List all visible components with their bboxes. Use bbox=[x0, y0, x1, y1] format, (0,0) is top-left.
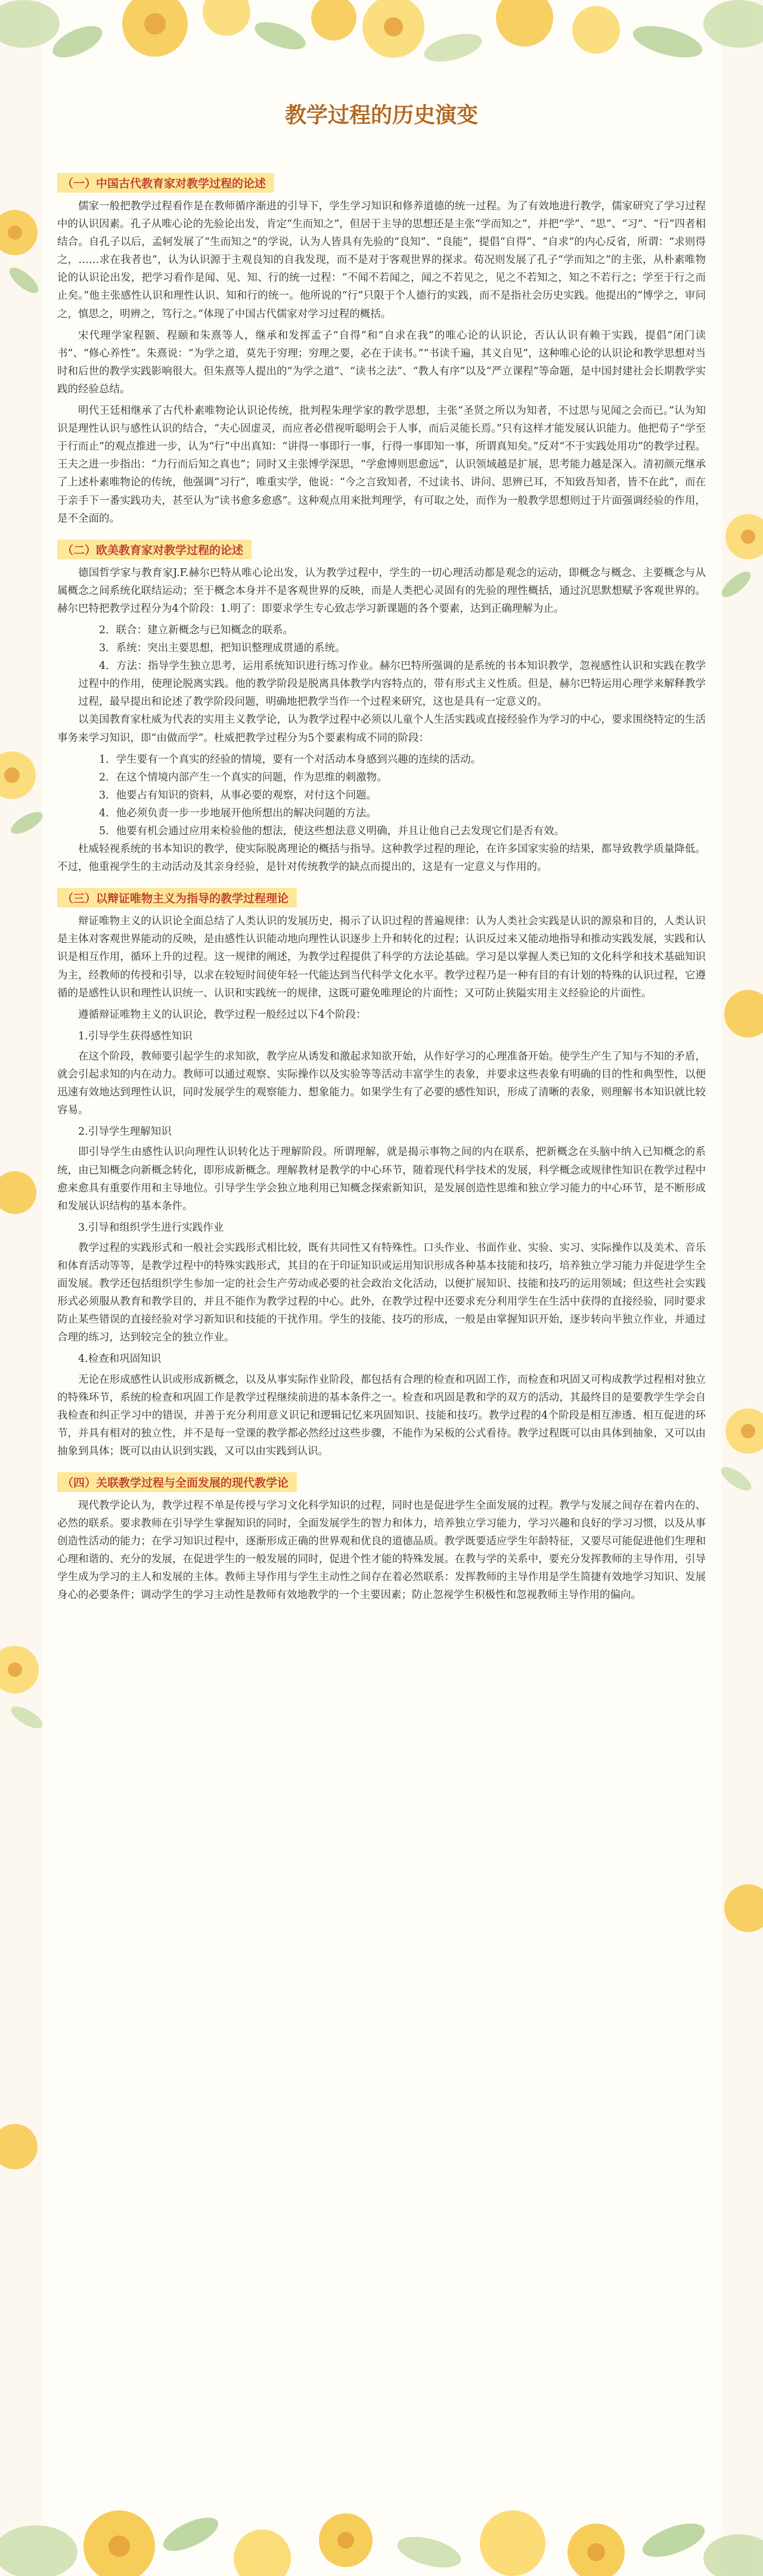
list-item: 1．学生要有一个真实的经验的情境，要有一个对活动本身感到兴趣的连续的活动。 bbox=[99, 753, 482, 766]
subsection-title: 3.引导和组织学生进行实践作业 bbox=[78, 1221, 224, 1234]
bottom-floral-decoration bbox=[0, 2475, 763, 2576]
list-item: 5．他要有机会通过应用来检验他的想法，使这些想法意义明确，并且让他自己去发现它们是否有效。 bbox=[99, 825, 565, 837]
list-item: 2．在这个情境内部产生一个真实的问题，作为思维的刺激物。 bbox=[99, 771, 387, 784]
paragraph: 儒家一般把教学过程看作是在教师循序渐进的引导下，学生学习知识和修养道德的统一过程。为了有效地进行教学，儒家研究了学习过程中的认识因素。孔子从唯心论的先验论出发，肯定“生而知之”，但居于主导的思想还是主张“学而知之”，并把“学”、“思”、“习”、“行”四者相结合。自孔子以后，孟轲发展了“生而知之”的学说，认为人皆具有先验的“良知”、“良能”，提倡“自得”、“自求”的内心反省，所谓：“求则得之，……求在我者也”，认为认识源于主观良知的自我发现，而不是对于客观世界的探求。荀况则发展了孔子“学而知之”的主张，从朴素唯物论的认识论出发，把学习看作是闻、见、知、行的统一过程：“不闻不若闻之，闻之不若见之，见之不若知之，知之不若行之；学至于行之而止矣。”他主张感性认识和理性认识、知和行的统一。他所说的“行”只限于个人德行的实践，而不是指社会历史实践。他提出的“博学之，审问之，慎思之，明辨之，笃行之。”体现了中国古代儒家对学习过程的概括。 bbox=[57, 200, 706, 320]
list-item: 4．方法：指导学生独立思考，运用系统知识进行练习作业。赫尔巴特所强调的是系统的书本知识教学，忽视感性认识和实践在教学过程中的作用，使理论脱离实践。他的教学阶段是脱离具体教学内容特点的，带有形式主义性质。但是，赫尔巴特运用心理学来解释教学过程，最早提出和论述了教学阶段问题，明确地把教学当作一个过程来研究，这也是具有一定意义的。 bbox=[78, 660, 706, 708]
left-floral-decoration bbox=[0, 179, 48, 2445]
paragraph: 遵循辩证唯物主义的认识论，教学过程一般经过以下4个阶段： bbox=[78, 1008, 367, 1021]
list-item: 2．联合：建立新概念与已知概念的联系。 bbox=[99, 624, 294, 636]
paragraph: 教学过程的实践形式和一般社会实践形式相比较，既有共同性又有特殊性。口头作业、书面作业、实验、实习、实际操作以及美术、音乐和体育活动等等，是教学过程中的特殊实践形式，其目的在于印证知识或运用知识形成各种基本技能和技巧，培养独立学习能力并促进学生全面发展。教学还包括组织学生参加一定的社会生产劳动或必要的社会政治文化活动，以便扩展知识、技能和技巧的运用领域；但这些社会实践形式必须服从教育和教学目的，并且不能作为教学过程的中心。此外，在教学过程中还要求充分利用学生在生活中获得的直接经验，同时要求防止某些错误的直接经验对学习新知识和技能的干扰作用。学生的技能、技巧的形成，一般是由掌握知识开始，逐步转向半独立作业，并通过合理的练习，达到较完全的独立作业。 bbox=[57, 1241, 706, 1344]
section-heading-4: （四）关联教学过程与全面发展的现代教学论 bbox=[57, 1472, 297, 1492]
paragraph: 杜威轻视系统的书本知识的教学，使实际脱离理论的概括与指导。这种教学过程的理论，在许多国家实验的结果，都导致教学质量降低。不过，他重视学生的主动活动及其亲身经验，是针对传统教学的缺点而提出的，这是有一定意义与作用的。 bbox=[57, 843, 706, 874]
paragraph: 即引导学生由感性认识向理性认识转化达于理解阶段。所谓理解，就是揭示事物之间的内在联系，把新概念在头脑中纳入已知概念的系统，由已知概念向新概念转化，即形成新概念。理解教材是教学的中心环节，随着现代科学技术的发展，科学概念或规律性知识在教学过程中愈来愈具有重要作用和主导地位。引导学生学会独立地利用已知概念探索新知识，是发展创造性思维和独立学习能力的中心环节，是不断形成和发展认识结构的基本条件。 bbox=[57, 1146, 706, 1212]
article-content bbox=[57, 98, 706, 1608]
paragraph: 无论在形成感性认识或形成新概念，以及从事实际作业阶段，都包括有合理的检查和巩固工作，而检查和巩固又可构成教学过程相对独立的特殊环节，系统的检查和巩固工作是教学过程继续前进的基本条件之一。检查和巩固是教和学的双方的活动，其最终目的是要教学生学会自我检查和纠正学习中的错误，并善于充分利用意义识记和逻辑记忆来巩固知识、技能和技巧。教学过程的4个阶段是相互渗透、相互促进的环节，并具有相对的独立性，并不是每一堂课的教学都必然经过这些步骤，不能作为呆板的公式看待。教学过程既可以由具体到抽象，又可以由抽象到具体；既可以由认识到实践，又可以由实践到认识。 bbox=[57, 1373, 706, 1457]
section-heading-3: （三）以辩证唯物主义为指导的教学过程理论 bbox=[57, 888, 297, 908]
section-heading-1: （一）中国古代教育家对教学过程的论述 bbox=[57, 173, 274, 193]
subsection-title: 1.引导学生获得感性知识 bbox=[78, 1030, 193, 1042]
subsection-title: 2.引导学生理解知识 bbox=[78, 1126, 172, 1138]
paragraph: 明代王廷相继承了古代朴素唯物论认识论传统，批判程朱理学家的教学思想，主张“圣贤之所以为知者，不过思与见闻之会而已。”认为知识是理性认识与感性认识的结合，“夫心固虚灵，而应者必借视听聪明会于人事，而后灵能长焉。”只有这样才能发展认识能力。他把荀子“学至于行而止”的观点推进一步，认为“行”中出真知：“讲得一事即行一事，行得一事即知一事，所谓真知矣。”反对“不于实践处用功”的教学过程。王夫之进一步指出：“力行而后知之真也”；同时又主张博学深思，“学愈博则思愈远”，认识领域越是扩展，思考能力越是深入。清初颜元继承了上述朴素唯物论的传统，他强调“习行”，唯重实学，他说：“今之言致知者，不过读书、讲问、思辨已耳，不知致吾知者，皆不在此”，而在于亲手下一番实践功夫，甚至认为“读书愈多愈惑”。这种观点用来批判理学，有可取之处，而作为一般教学思想则过于片面强调经验的作用，是不全面的。 bbox=[57, 405, 706, 525]
page-title: 教学过程的历史演变 bbox=[284, 103, 478, 128]
paragraph: 现代教学论认为，教学过程不单是传授与学习文化科学知识的过程，同时也是促进学生全面发展的过程。教学与发展之间存在着内在的、必然的联系。要求教师在引导学生掌握知识的同时，全面发展学生的智力和体力，培养独立学习能力，学习兴趣和良好的学习习惯，以及从事创造性活动的能力；在学习知识过程中，逐渐形成正确的世界观和优良的道德品质。教学既要适应学生年龄特征，又要尽可能促进他们生理和心理和谐的、充分的发展，在促进学生的一般发展的同时，促进个性才能的特殊发展。在教与学的关系中，要充分发挥教师的主导作用，引导学生成为学习的主人和发展的主体。教师主导作用与学生主动性之间存在着必然联系：发挥教师的主导作用是学生简捷有效地学习知识、发展身心的必要条件；调动学生的学习主动性是教师有效地教学的一个主要因素；防止忽视学生积极性和忽视教师主导作用的偏向。 bbox=[57, 1500, 706, 1602]
paragraph: 在这个阶段，教师要引起学生的求知欲，教学应从诱发和激起求知欲开始，从作好学习的心理准备开始。使学生产生了知与不知的矛盾，就会引起求知的内在动力。教师可以通过观察、实际操作以及实验等等活动丰富学生的表象，并要求这些表象有明确的目的性和典型性，以便迅速有效地达到理性认识，同时发展学生的观察能力、想象能力。如果学生有了必要的感性知识，形成了清晰的表象，则理解书本知识就比较容易。 bbox=[57, 1050, 706, 1117]
subsection-title: 4.检查和巩固知识 bbox=[78, 1353, 162, 1366]
section-heading-2: （二）欧美教育家对教学过程的论述 bbox=[57, 540, 252, 559]
list-item: 3．系统：突出主要思想，把知识整理成贯通的系统。 bbox=[99, 642, 346, 655]
right-floral-decoration bbox=[715, 179, 763, 2445]
paragraph: 辩证唯物主义的认识论全面总结了人类认识的发展历史，揭示了认识过程的普遍规律：认为人类社会实践是认识的源泉和目的，人类认识是主体对客观世界能动的反映，是由感性认识能动地向理性认识逐步上升和转化的过程；认识反过来又能动地指导和推动实践发展，实践和认识是相互作用，循环上升的过程。这一规律的阐述，为教学过程提供了科学的方法论基础。学习是以掌握人类已知的文化科学和技术基础知识为主，经教师的传授和引导，以求在较短时间使年轻一代能达到当代科学文化水平。教学过程乃是一种有目的有计划的特殊的认识过程，它遵循的是感性认识和理性认识统一、认识和实践统一的规律，这既可避免唯理论的片面性；又可防止狭隘实用主义经验论的片面性。 bbox=[57, 915, 706, 999]
top-floral-decoration bbox=[0, 0, 763, 101]
paragraph: 德国哲学家与教育家J.F.赫尔巴特从唯心论出发，认为教学过程中，学生的一切心理活动都是观念的运动，即概念与概念、主要概念与从属概念之间系统化联结运动；至于概念本身并不是客观世界的反映，而是人类把心灵固有的先验的理性概括，通过沉思默想赋予客观世界的。赫尔巴特把教学过程分为4个阶段：1.明了：即要求学生专心致志学习新课题的各个要素，达到正确理解为止。 bbox=[57, 566, 706, 615]
paragraph: 宋代理学家程颢、程颐和朱熹等人，继承和发挥孟子“自得”和“自求在我”的唯心论的认识论，否认认识有赖于实践，提倡“闭门读书”、“修心养性”。朱熹说：“为学之道，莫先于穷理；穷理之要，必在于读书。”“书读千遍，其义自见”，这种唯心论的认识论和教学思想对当时和后世的教学实践影响很大。但朱熹等人提出的“为学之道”、“读书之法”、“教人有序”以及“严立课程”等命题，是中国封建社会长期教学实践的经验总结。 bbox=[57, 329, 706, 395]
list-item: 3．他要占有知识的资料，从事必要的观察，对付这个问题。 bbox=[99, 789, 377, 801]
paragraph: 以美国教育家杜威为代表的实用主义教学论，认为教学过程中必须以儿童个人生活实践或直接经验作为学习的中心，要求围绕特定的生活事务来学习知识，即“由做而学”。杜威把教学过程分为5个要素构成不同的阶段： bbox=[57, 714, 706, 744]
list-item: 4．他必须负责一步一步地展开他所想出的解决问题的方法。 bbox=[99, 807, 377, 819]
